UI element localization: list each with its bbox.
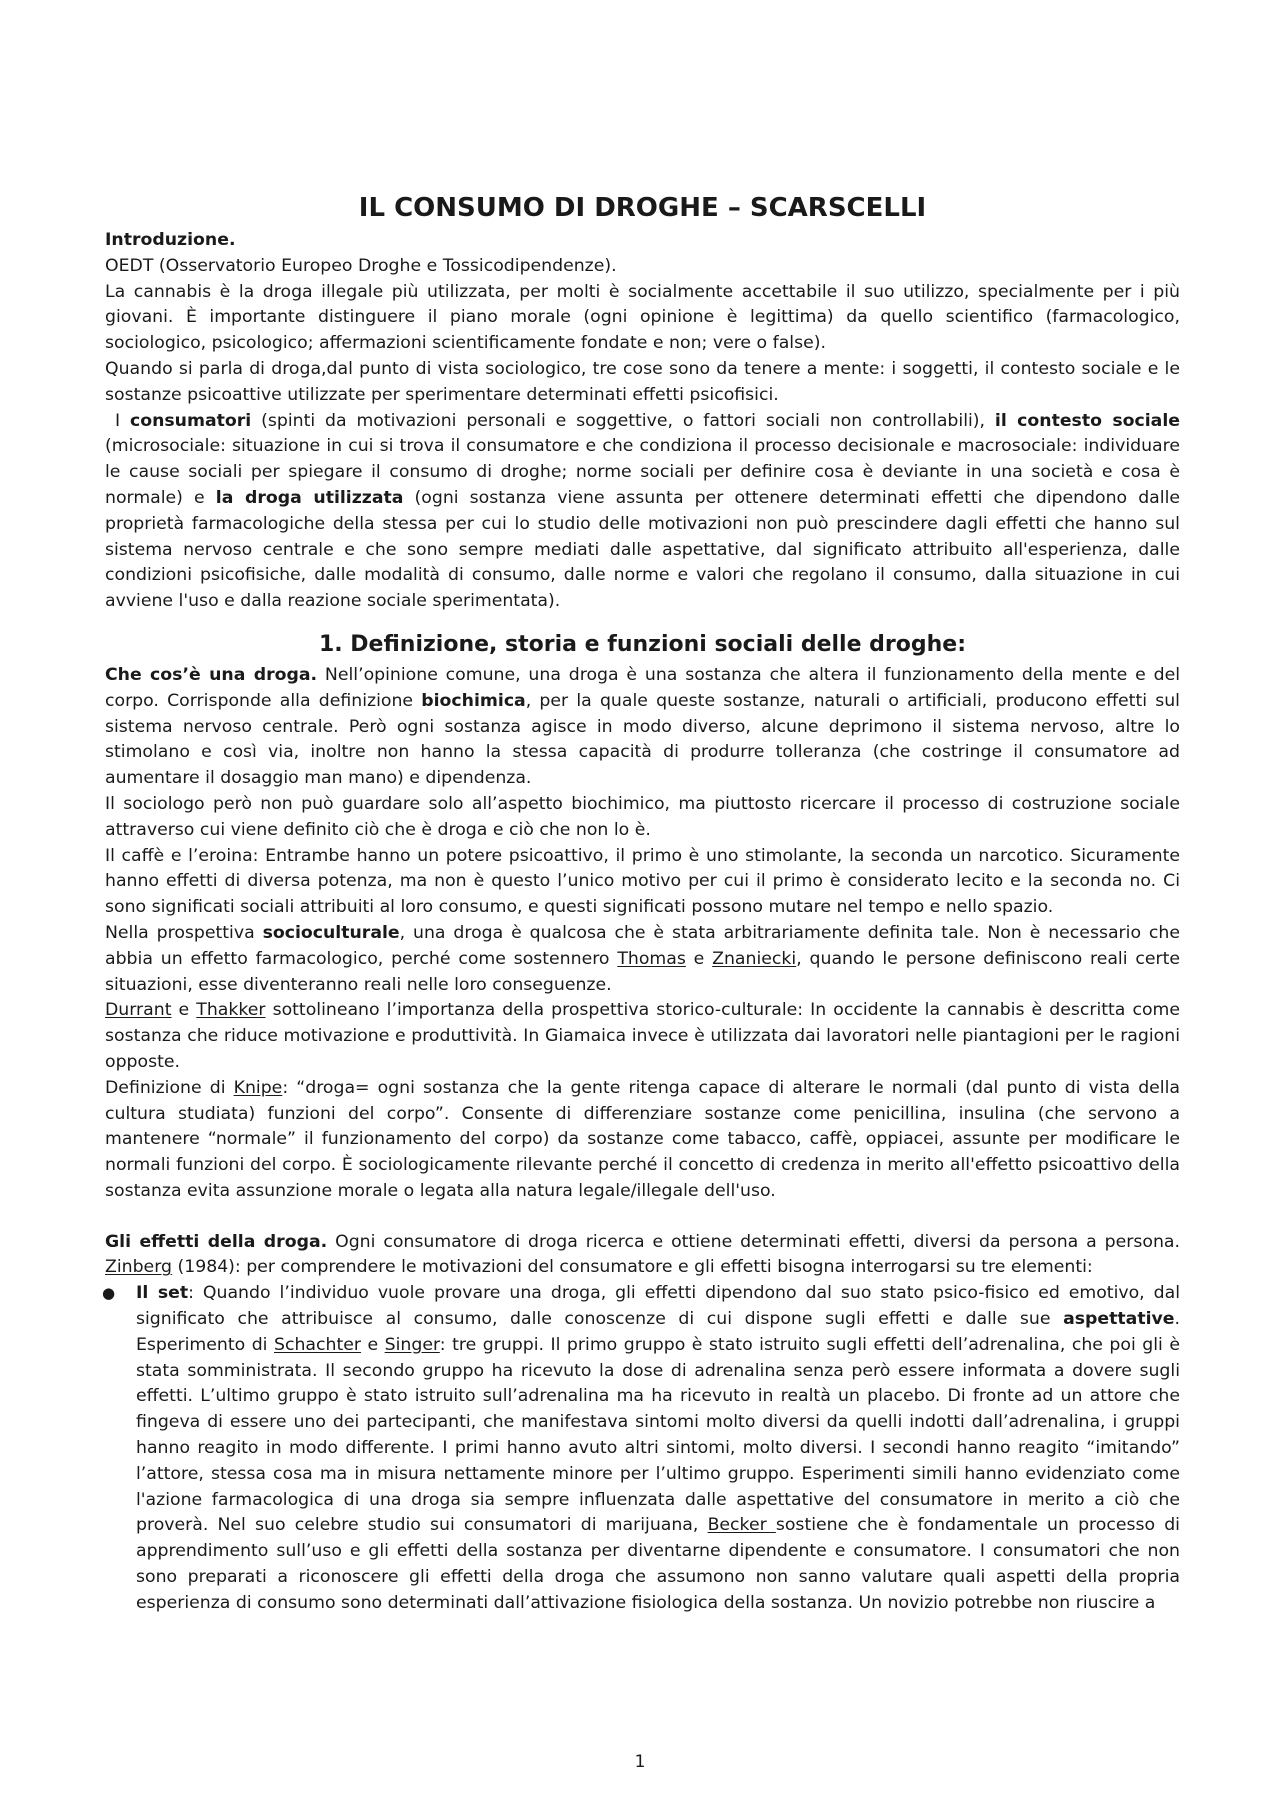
text-run: , una droga è qualcosa che è stata arbitrariamente definita tale. Non è necessario che abbia un effetto farmacologico, perché come sostennero [105, 922, 1180, 969]
paragraph-lead: Gli effetti della droga. [105, 1231, 328, 1252]
author-zinberg: Zinberg [105, 1257, 172, 1278]
text-run: Ogni consumatore di droga ricerca e ottiene determinati effetti, diversi da persona a persona. [327, 1231, 1180, 1252]
text-run: (1984): per comprendere le motivazioni del consumatore e gli effetti bisogna interrogarsi su tre elementi: [171, 1257, 1093, 1278]
document-title: IL CONSUMO DI DROGHE – SCARSCELLI [358, 193, 927, 223]
bullet-icon: ● [102, 1284, 116, 1303]
intro-heading: Introduzione. [105, 230, 236, 250]
author-schachter: Schachter [274, 1334, 361, 1355]
intro-paragraph-1: OEDT (Osservatorio Europeo Droghe e Tossicodipendenze). [105, 255, 617, 276]
bold-term-biochimica: biochimica [421, 690, 526, 711]
section-1-paragraph-6 [105, 1076, 1180, 1205]
intro-paragraph-2: La cannabis è la droga illegale più utilizzata, per molti è socialmente accettabile il suo utilizzo, specialmente per i più giovani. È importante distinguere il piano morale (ogni opinione è legittima) da quello scientifico (farmacologico, sociologico, psicologico; affermazioni scientificamente fondate e non; vere o false). [105, 281, 1180, 354]
list-item [102, 1281, 1181, 1616]
paragraph-lead: Che cos’è una droga. [105, 664, 318, 685]
bold-term-aspettative: aspettative [1063, 1309, 1175, 1330]
text-run: : “droga= ogni sostanza che la gente ritenga capace di alterare le normali (dal punto di vista della cultura studiata) funzioni del corpo”. Consente di differenziare sostanze come penicillina, insulina (che servono a mantenere “normale” il funzionamento del corpo) da sostanze come tabacco, caffè, oppiacei, assunte per modificare le normali funzioni del corpo. È sociologicamente rilevante perché il concetto di credenza in merito all'effetto psicoattivo della sostanza evita assunzione morale o legata alla natura legale/illegale dell'uso. [105, 1077, 1180, 1201]
text-run: (microsociale: situazione in cui si trova il consumatore e che condiziona il processo decisionale e macrosociale: individuare le cause sociali per spiegare il consumo di droghe; norme sociali per definire cosa è deviante in una società e cosa è normale) e [105, 436, 1180, 508]
intro-paragraph-4 [105, 409, 1180, 615]
text-run: (ogni sostanza viene assunta per ottenere determinati effetti che dipendono dalle proprietà farmacologiche della stessa per cui lo studio delle motivazioni non può prescindere dagli effetti che hanno sul sistema nervoso centrale e che sono sempre mediati dalle aspettative, dal significato attribuito all'esperienza, dalle condizioni psicofisiche, dalle modalità di consumo, dalle norme e valori che regolano il consumo, dalla situazione in cui avviene l'uso e dalla reazione sociale sperimentata). [105, 487, 1181, 612]
intro-paragraph-3: Quando si parla di droga,dal punto di vista sociologico, tre cose sono da tenere a mente: i soggetti, il contesto sociale e le sostanze psicoattive utilizzate per sperimentare determinati effetti psicofisici. [105, 358, 1180, 405]
author-knipe: Knipe [233, 1077, 283, 1098]
bullet-lead: Il set [136, 1283, 189, 1304]
author-singer: Singer [384, 1334, 440, 1355]
bold-term-socioculturale: socioculturale [262, 922, 400, 943]
text-run: : Quando l’individuo vuole provare una droga, gli effetti dipendono dal suo stato psico-fisico ed emotivo, dal significato che attribuisce al consumo, dalle conoscenze di cui dispone sugli effetti e dalle sue [136, 1283, 1181, 1330]
text-run: e [360, 1334, 385, 1355]
section-1-paragraph-7 [105, 1230, 1180, 1282]
text-run: sostiene che è fondamentale un processo di apprendimento sull’uso e gli effetti della sostanza per diventarne dipendente e consumatore. I consumatori che non sono preparati a riconoscere gli effetti della droga che assumono non sanno valutare quali aspetti della propria esperienza di consumo sono determinati dall’attivazione fisiologica della sostanza. Un novizio potrebbe non riuscire a [136, 1515, 1180, 1613]
author-znaniecki: Znaniecki [712, 948, 797, 969]
text-run: sottolineano l’importanza della prospettiva storico-culturale: In occidente la cannabis è descritta come sostanza che riduce motivazione e produttività. In Giamaica invece è utilizzata dai lavoratori nelle piantagioni per le ragioni opposte. [105, 1000, 1181, 1072]
author-becker: Becker [707, 1515, 776, 1536]
author-durrant: Durrant [105, 1000, 172, 1021]
bold-term-contesto-sociale: il contesto sociale [994, 410, 1180, 431]
text-run: Definizione di [105, 1077, 234, 1098]
section-1-paragraph-2: Il sociologo però non può guardare solo all’aspetto biochimico, ma piuttosto ricercare il processo di costruzione sociale attraverso cui viene definito ciò che è droga e ciò che non lo è. [105, 793, 1180, 840]
text-run: (spinti da motivazioni personali e soggettive, o fattori sociali non controllabili), [251, 410, 995, 431]
section-1-paragraph-5 [105, 998, 1180, 1075]
text-run: e [171, 1000, 197, 1021]
author-thakker: Thakker [196, 1000, 266, 1021]
text-run: e [685, 948, 713, 969]
text-run: Nell’opinione comune, una droga è una sostanza che altera il funzionamento della mente e del corpo. Corrisponde alla definizione [105, 664, 1180, 711]
text-run: Nella prospettiva [105, 922, 263, 943]
section-1-heading: 1. Definizione, storia e funzioni sociali delle droghe: [318, 631, 967, 657]
text-run: I [115, 410, 130, 431]
text-run: , quando le persone definiscono reali certe situazioni, esse diventeranno reali nelle loro conseguenze. [105, 948, 1180, 995]
text-run: , per la quale queste sostanze, naturali o artificiali, producono effetti sul sistema nervoso centrale. Però ogni sostanza agisce in modo diverso, alcune deprimono il sistema nervoso, altre lo stimolano e così via, inoltre non hanno la stessa capacità di produrre tolleranza (che costringe il consumatore ad aumentare il dosaggio man mano) e dipendenza. [105, 690, 1180, 789]
section-1-paragraph-3: Il caffè e l’eroina: Entrambe hanno un potere psicoattivo, il primo è uno stimolante, la seconda un narcotico. Sicuramente hanno effetti di diversa potenza, ma non è questo l’unico motivo per cui il primo è considerato lecito e la seconda no. Ci sono significati sociali attribuiti al loro consumo, e questi significati possono mutare nel tempo e nello spazio. [105, 845, 1180, 918]
page-number: 1 [634, 1752, 646, 1772]
text-run: . Esperimento di [136, 1309, 1180, 1355]
bullet-list [102, 1281, 1181, 1616]
section-1-paragraph-4 [105, 921, 1180, 998]
document-page [102, 190, 1181, 1617]
text-run: : tre gruppi. Il primo gruppo è stato istruito sugli effetti dell’adrenalina, che poi gli è stata somministrata. Il secondo gruppo ha ricevuto la dose di adrenalina senza però essere informata a dovere sugli effetti. L’ultimo gruppo è stato istruito sull’adrenalina ma ha ricevuto in realtà un placebo. Di fronte ad un attore che fingeva di essere uno dei partecipanti, che manifestava sintomi molto diversi da quelli indotti dall’adrenalina, i gruppi hanno reagito in modo differente. I primi hanno avuto altri sintomi, molto diversi. I secondi hanno reagito “imitando” l’attore, stessa cosa ma in misura nettamente minore per l’ultimo gruppo. Esperimenti simili hanno evidenziato come l'azione farmacologica di una droga sia sempre influenzata dalle aspettative del consumatore in merito a ciò che proverà. Nel suo celebre studio sui consumatori di marijuana, [136, 1334, 1180, 1536]
bold-term-droga-utilizzata: la droga utilizzata [215, 487, 404, 508]
section-1-paragraph-1 [105, 663, 1180, 792]
author-thomas: Thomas [617, 948, 686, 969]
paragraph-spacer [105, 1205, 1180, 1230]
bold-term-consumatori: consumatori [129, 410, 252, 431]
